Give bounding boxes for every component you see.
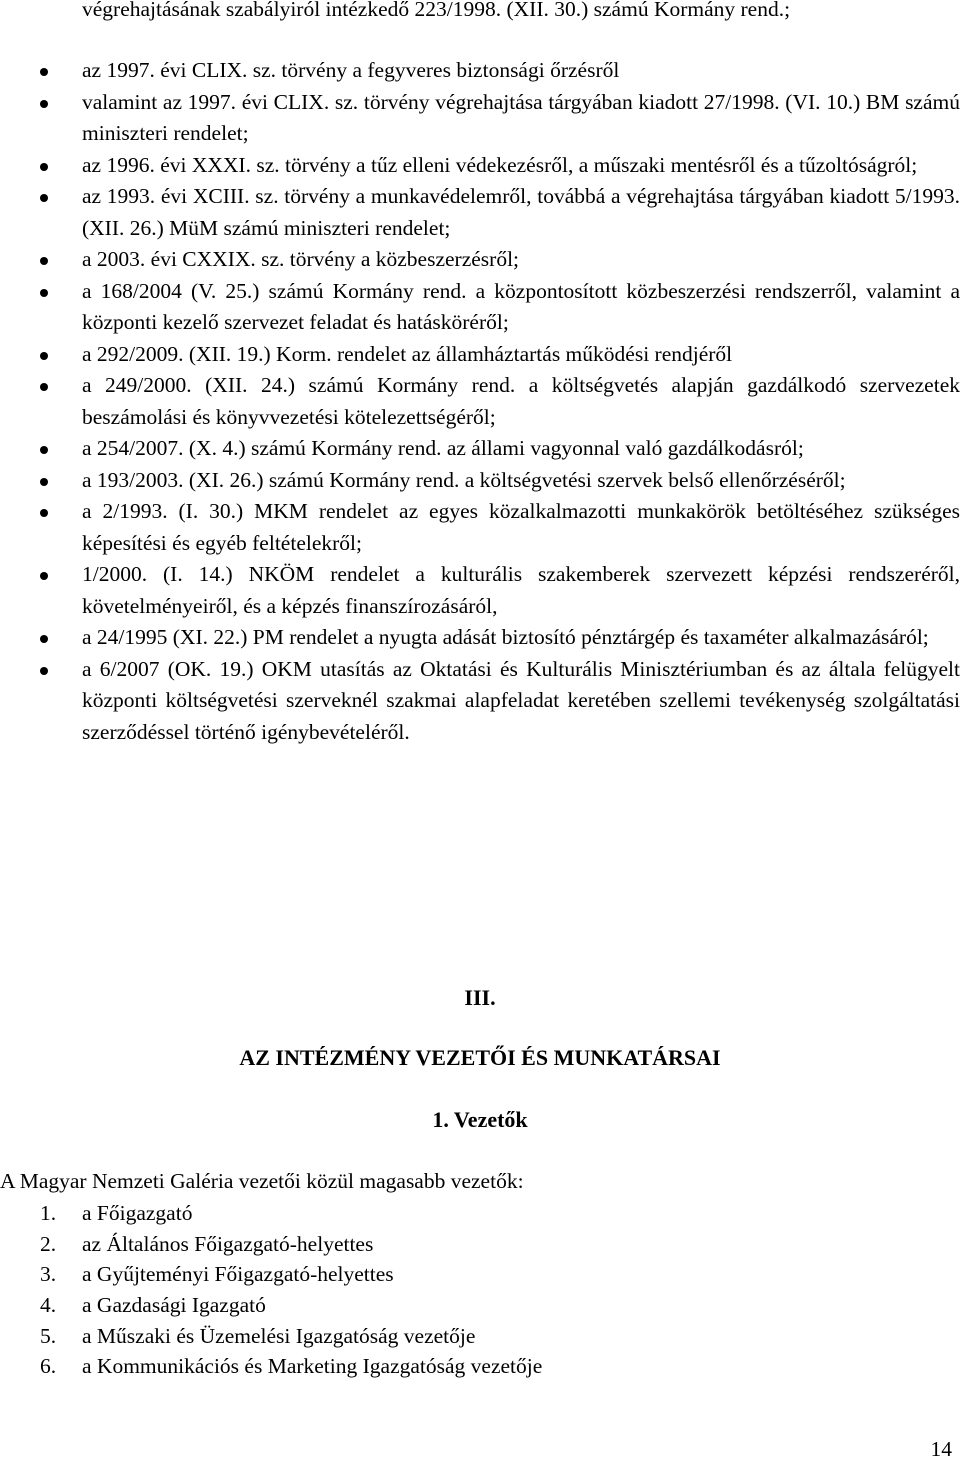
intro-paragraph: A Magyar Nemzeti Galéria vezetői közül magasabb vezetők: <box>0 1169 524 1193</box>
list-item <box>0 465 960 497</box>
bullet-icon <box>40 509 48 517</box>
list-item-text: a 6/2007 (OK. 19.) OKM utasítás az Oktatási és Kulturális Minisztériumban és az általa felügyelt központi költségvetési szerveknél szakmai alapfeladat keretében szellemi tevékenység szolgáltatási szerződéssel történő igénybevételéről. <box>82 656 960 744</box>
bullet-icon <box>40 635 48 643</box>
list-number: 1. <box>40 1201 57 1225</box>
list-item-text: az 1996. évi XXXI. sz. törvény a tűz elleni védekezésről, a műszaki mentésről és a tűzoltóságról; <box>82 152 918 177</box>
list-item <box>0 339 960 371</box>
bullet-icon <box>40 478 48 486</box>
bullet-icon <box>40 352 48 360</box>
bullet-icon <box>40 667 48 675</box>
list-number: 4. <box>40 1293 57 1318</box>
list-item <box>0 433 960 465</box>
list-item-text: a Főigazgató <box>82 1201 193 1225</box>
list-item <box>0 87 960 150</box>
list-item-text: a Gazdasági Igazgató <box>82 1293 266 1318</box>
bullet-icon <box>40 194 48 202</box>
list-item <box>0 276 960 339</box>
bullet-icon <box>40 100 48 108</box>
list-item-text: a 2/1993. (I. 30.) MKM rendelet az egyes közalkalmazotti munkakörök betöltéséhez szükséges képesítési és egyéb feltételekről; <box>82 499 960 555</box>
list-number: 6. <box>40 1354 57 1379</box>
section-number: III. <box>464 985 496 1010</box>
bullet-icon <box>40 68 48 76</box>
law-list <box>0 55 960 748</box>
list-item <box>0 244 960 276</box>
list-item-text: a 249/2000. (XII. 24.) számú Kormány rend. a költségvetés alapján gazdálkodó szervezetek beszámolási és könyvvezetési kötelezettségéről; <box>82 373 960 429</box>
list-item-text: 1/2000. (I. 14.) NKÖM rendelet a kulturális szakemberek szervezett képzési rendszeréről, követelményeiről, és a képzés finanszírozásáról, <box>82 562 960 618</box>
list-item-text: a 193/2003. (XI. 26.) számú Kormány rend. a költségvetési szervek belső ellenőrzéséről; <box>82 467 846 492</box>
list-item-text: a 168/2004 (V. 25.) számú Kormány rend. a központosított közbeszerzési rendszerről, valamint a központi kezelő szervezet feladat és hatásköréről; <box>82 278 960 334</box>
section-title: AZ INTÉZMÉNY VEZETŐI ÉS MUNKATÁRSAI <box>239 1045 721 1070</box>
list-item-text: az 1997. évi CLIX. sz. törvény a fegyveres biztonsági őrzésről <box>82 58 620 82</box>
list-item-text: a 24/1995 (XI. 22.) PM rendelet a nyugta adását biztosító pénztárgép és taxaméter alkalmazásáról; <box>82 625 929 649</box>
bullet-icon <box>40 289 48 297</box>
subsection-title: 1. Vezetők <box>432 1107 528 1132</box>
list-item-text: a 2003. évi CXXIX. sz. törvény a közbeszerzésről; <box>82 247 520 271</box>
list-item-text: valamint az 1997. évi CLIX. sz. törvény végrehajtása tárgyában kiadott 27/1998. (VI. 10.) BM számú miniszteri rendelet; <box>82 89 960 145</box>
list-item-text: a 292/2009. (XII. 19.) Korm. rendelet az államháztartás működési rendjéről <box>82 341 733 366</box>
lead-paragraph: végrehajtásának szabályiról intézkedő 223/1998. (XII. 30.) számú Kormány rend.; <box>82 0 791 21</box>
list-item-text: az Általános Főigazgató-helyettes <box>82 1231 374 1256</box>
list-item-text: a Gyűjteményi Főigazgató-helyettes <box>82 1262 394 1287</box>
list-item-text: az 1993. évi XCIII. sz. törvény a munkavédelemről, továbbá a végrehajtása tárgyában kiadott 5/1993. (XII. 26.) MüM számú miniszteri rendelet; <box>82 184 960 240</box>
list-item <box>0 55 960 87</box>
list-item <box>0 496 960 559</box>
bullet-icon <box>40 383 48 391</box>
list-item <box>0 559 960 622</box>
list-item <box>0 654 960 749</box>
list-item <box>0 622 960 654</box>
bullet-icon <box>40 572 48 580</box>
list-item-text: a Kommunikációs és Marketing Igazgatóság vezetője <box>82 1354 543 1379</box>
list-number: 2. <box>40 1231 57 1256</box>
list-number: 5. <box>40 1323 57 1348</box>
list-item <box>0 150 960 182</box>
list-item <box>0 181 960 244</box>
list-number: 3. <box>40 1262 57 1287</box>
list-item-text: a 254/2007. (X. 4.) számú Kormány rend. az állami vagyonnal való gazdálkodásról; <box>82 436 804 460</box>
bullet-icon <box>40 257 48 265</box>
bullet-icon <box>40 163 48 171</box>
list-item-text: a Műszaki és Üzemelési Igazgatóság vezetője <box>82 1323 476 1348</box>
list-item <box>0 370 960 433</box>
bullet-icon <box>40 446 48 454</box>
page-number: 14 <box>930 1437 952 1461</box>
